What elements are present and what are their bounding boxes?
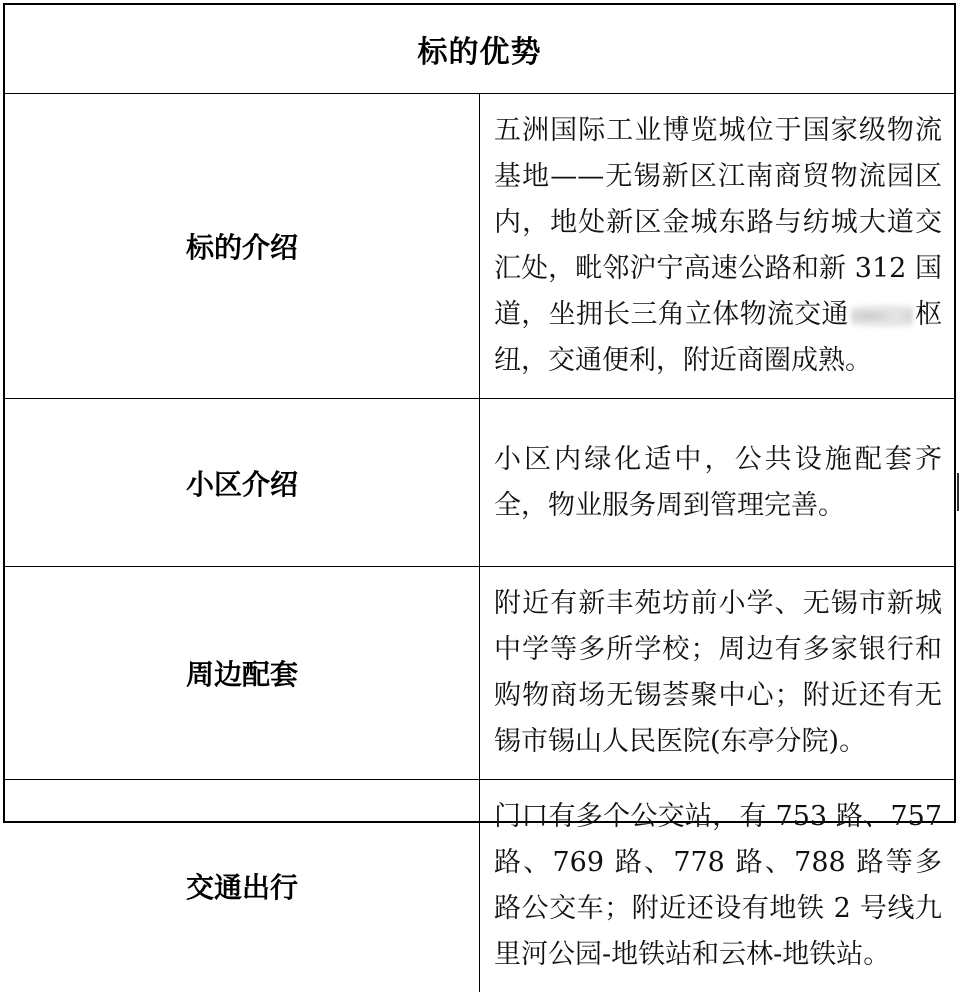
table-row	[5, 399, 954, 567]
table-row	[5, 567, 954, 780]
intro-text-part2: 枢纽，交通便利，附近商圈成熟。	[494, 299, 942, 376]
row-label-intro: 标的介绍	[5, 94, 480, 399]
advantages-table	[5, 5, 954, 992]
table-row	[5, 780, 954, 992]
row-label-surroundings: 周边配套	[5, 567, 480, 780]
redacted-blur-mark	[851, 304, 913, 328]
intro-text-part1: 五洲国际工业博览城位于国家级物流基地——无锡新区江南商贸物流园区内，地处新区金城东路与纺城大道交汇处，毗邻沪宁高速公路和新 312 国道，坐拥长三角立体物流交通	[494, 115, 942, 330]
advantages-table-frame	[3, 3, 956, 823]
row-content-transport: 门口有多个公交站，有 753 路、757 路、769 路、778 路、788 路等多路公交车；附近还设有地铁 2 号线九里河公园-地铁站和云林-地铁站。	[480, 780, 955, 992]
row-content-community: 小区内绿化适中，公共设施配套齐全，物业服务周到管理完善。	[480, 399, 955, 567]
row-content-intro	[480, 94, 955, 399]
row-label-community: 小区介绍	[5, 399, 480, 567]
row-content-surroundings: 附近有新丰苑坊前小学、无锡市新城中学等多所学校；周边有多家银行和购物商场无锡荟聚中心；附近还有无锡市锡山人民医院(东亭分院)。	[480, 567, 955, 780]
row-label-transport: 交通出行	[5, 780, 480, 992]
table-title: 标的优势	[5, 5, 954, 94]
table-row	[5, 94, 954, 399]
title-row	[5, 5, 954, 94]
